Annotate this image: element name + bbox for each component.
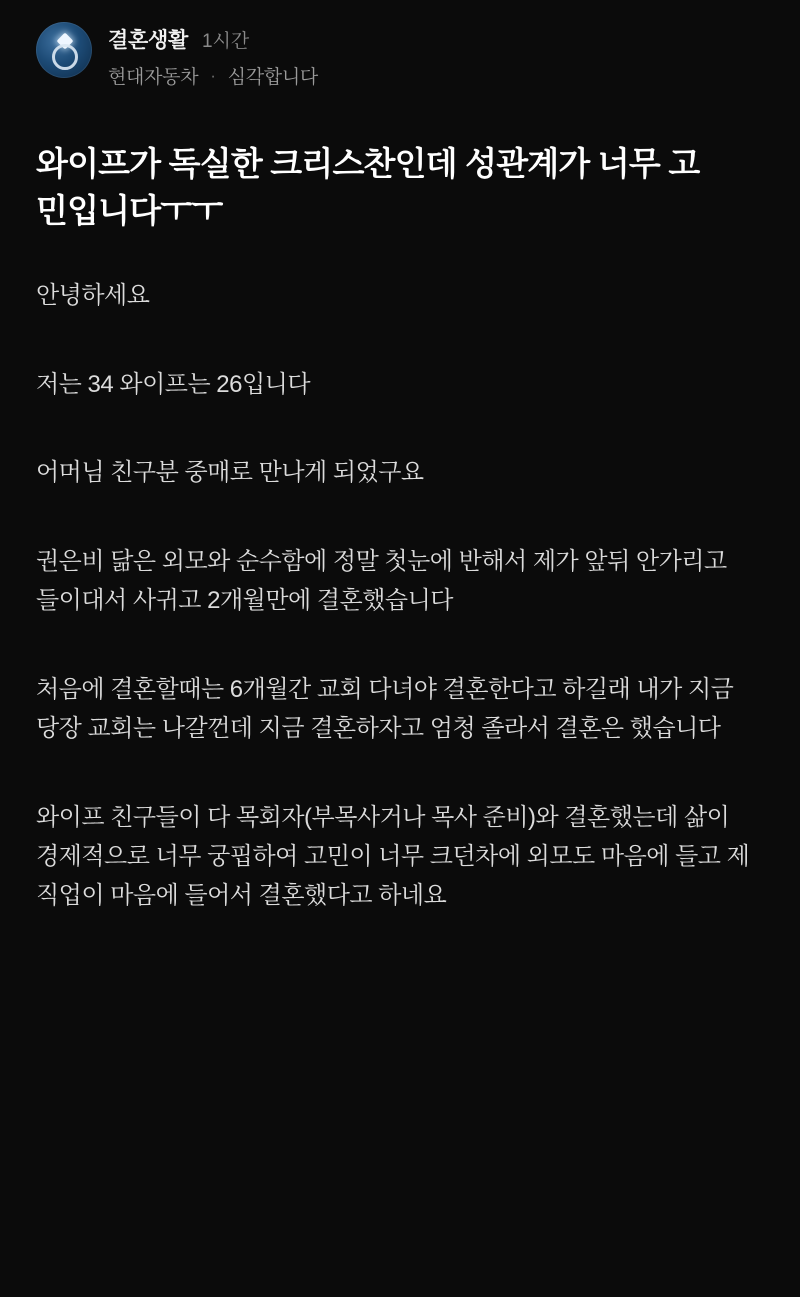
tag-topic[interactable]: 심각합니다	[227, 67, 318, 88]
post-content	[36, 277, 764, 916]
post-paragraph: 권은비 닮은 외모와 순수함에 정말 첫눈에 반해서 제가 앞뒤 안가리고 들이대서 사귀고 2개월만에 결혼했습니다	[36, 548, 733, 615]
tag-company[interactable]: 현대자동차	[108, 67, 199, 88]
post-timestamp: 1시간	[201, 31, 250, 52]
avatar-ring-shape	[52, 44, 78, 70]
post-meta-line-secondary	[108, 62, 318, 89]
post-meta-line-primary	[108, 24, 318, 54]
post-paragraph: 안녕하세요	[36, 281, 150, 309]
post-paragraph: 처음에 결혼할때는 6개월간 교회 다녀야 결혼한다고 하길래 내가 지금 당장 교회는 나갈껀데 지금 결혼하자고 엄청 졸라서 결혼은 했습니다	[36, 676, 740, 742]
meta-separator: ·	[210, 65, 216, 85]
wedding-ring-icon	[36, 22, 92, 78]
post-paragraph: 저는 34 와이프는 26입니다	[36, 370, 311, 398]
board-name[interactable]: 결혼생활	[108, 29, 188, 52]
post-paragraph: 어머님 친구분 중매로 만나게 되었구요	[36, 459, 424, 487]
post-header	[0, 0, 800, 89]
page-title: 와이프가 독실한 크리스찬인데 성관계가 너무 고민입니다ㅜㅜ	[36, 145, 700, 229]
post-body	[0, 89, 800, 955]
post-paragraph: 와이프 친구들이 다 목회자(부목사거나 목사 준비)와 결혼했는데 삶이 경제적으로 너무 궁핍하여 고민이 너무 크던차에 외모도 마음에 들고 제 직업이 마음에 들어서 결혼했다고 하네요	[36, 803, 756, 909]
post-meta	[108, 22, 318, 89]
